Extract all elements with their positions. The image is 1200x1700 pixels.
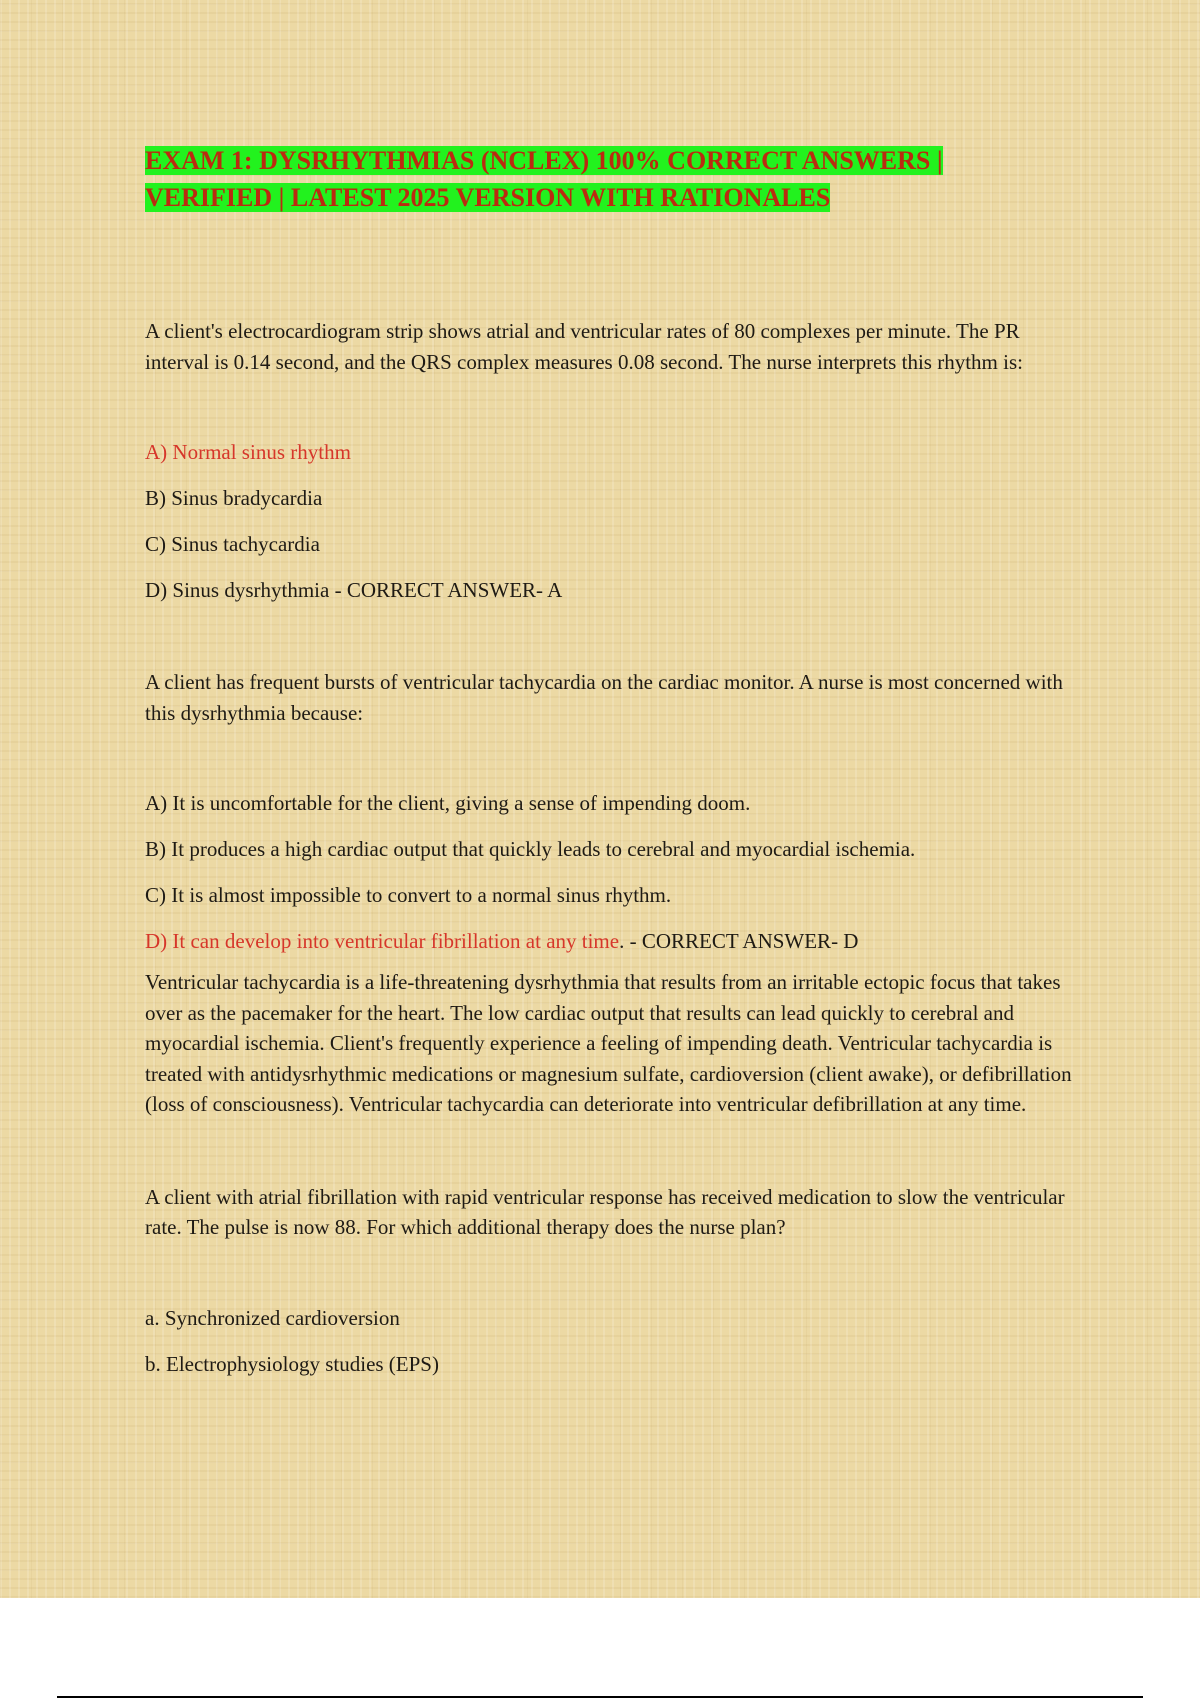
document-title xyxy=(145,142,1080,216)
question-1-option-a: A) Normal sinus rhythm xyxy=(145,440,351,464)
question-2-option-d xyxy=(145,926,1080,956)
question-1-option-d: D) Sinus dysrhythmia - CORRECT ANSWER- A xyxy=(145,578,563,602)
question-2-stem: A client has frequent bursts of ventricular tachycardia on the cardiac monitor. A nurse is most concerned with this dysrhythmia because: xyxy=(145,670,1063,725)
question-1-option-b: B) Sinus bradycardia xyxy=(145,486,323,510)
question-2-rationale: Ventricular tachycardia is a life-threatening dysrhythmia that results from an irritable ectopic focus that takes over as the pacemaker for the heart. The low cardiac output that results can lead quickly to cerebral and myocardial ischemia. Client's frequently experience a feeling of impending death. Ventricular tachycardia is treated with antidysrhythmic medications or magnesium sulfate, cardioversion (client awake), or defibrillation (loss of consciousness). Ventricular tachycardia can deteriorate into ventricular defibrillation at any time. xyxy=(145,970,1072,1116)
question-2-option-d-answer: . - CORRECT ANSWER- D xyxy=(619,929,859,953)
question-2-option-b: B) It produces a high cardiac output that quickly leads to cerebral and myocardial ischemia. xyxy=(145,837,916,861)
title-line-2: VERIFIED | LATEST 2025 VERSION WITH RATIONALES xyxy=(145,183,831,212)
question-1-stem: A client's electrocardiogram strip shows atrial and ventricular rates of 80 complexes per minute. The PR interval is 0.14 second, and the QRS complex measures 0.08 second. The nurse interprets this rhythm is: xyxy=(145,319,1023,374)
document-content xyxy=(145,142,1080,1379)
question-2-option-d-highlight: D) It can develop into ventricular fibrillation at any time xyxy=(145,929,620,953)
question-3-stem: A client with atrial fibrillation with rapid ventricular response has received medication to slow the ventricular rate. The pulse is now 88. For which additional therapy does the nurse plan? xyxy=(145,1184,1065,1239)
question-2-option-a: A) It is uncomfortable for the client, giving a sense of impending doom. xyxy=(145,791,751,815)
title-line-1: EXAM 1: DYSRHYTHMIAS (NCLEX) 100% CORRECT ANSWERS | xyxy=(145,146,943,175)
question-3-option-a: a. Synchronized cardioversion xyxy=(145,1305,400,1330)
question-1-option-c: C) Sinus tachycardia xyxy=(145,532,320,556)
question-3-option-b: b. Electrophysiology studies (EPS) xyxy=(145,1351,439,1376)
question-2-option-c: C) It is almost impossible to convert to a normal sinus rhythm. xyxy=(145,883,672,907)
footer-divider xyxy=(57,1696,1143,1698)
